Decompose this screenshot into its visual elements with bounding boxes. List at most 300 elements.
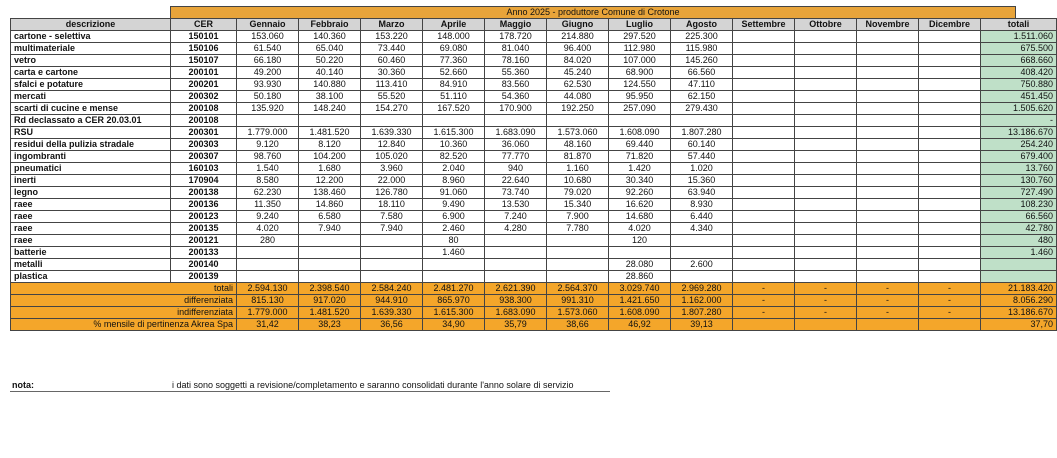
- table-cell: [733, 151, 795, 163]
- table-cell: 8.960: [423, 175, 485, 187]
- row-cer: 200121: [171, 235, 237, 247]
- table-cell: 63.940: [671, 187, 733, 199]
- row-total: [981, 259, 1057, 271]
- summary-cell: -: [733, 295, 795, 307]
- table-cell: 4.020: [237, 223, 299, 235]
- table-cell: [733, 223, 795, 235]
- row-description: plastica: [11, 271, 171, 283]
- table-cell: 22.640: [485, 175, 547, 187]
- table-cell: [547, 259, 609, 271]
- summary-cell: 1.779.000: [237, 307, 299, 319]
- table-cell: 112.980: [609, 43, 671, 55]
- row-cer: 200302: [171, 91, 237, 103]
- table-cell: 279.430: [671, 103, 733, 115]
- table-cell: [919, 103, 981, 115]
- table-cell: 214.880: [547, 31, 609, 43]
- table-cell: 30.360: [361, 67, 423, 79]
- summary-cell: 38,66: [547, 319, 609, 331]
- table-cell: [795, 271, 857, 283]
- table-cell: [733, 127, 795, 139]
- row-total: 727.490: [981, 187, 1057, 199]
- column-header: Gennaio: [237, 19, 299, 31]
- table-cell: 54.360: [485, 91, 547, 103]
- table-cell: [919, 79, 981, 91]
- column-header: Marzo: [361, 19, 423, 31]
- table-cell: 126.780: [361, 187, 423, 199]
- table-cell: [795, 175, 857, 187]
- table-cell: 28.080: [609, 259, 671, 271]
- table-cell: 73.440: [361, 43, 423, 55]
- table-cell: 10.360: [423, 139, 485, 151]
- table-cell: [857, 31, 919, 43]
- table-cell: [733, 163, 795, 175]
- summary-cell: 1.481.520: [299, 307, 361, 319]
- table-cell: [671, 235, 733, 247]
- table-cell: 148.000: [423, 31, 485, 43]
- table-cell: 7.780: [547, 223, 609, 235]
- table-cell: [299, 247, 361, 259]
- summary-cell: 2.621.390: [485, 283, 547, 295]
- table-cell: 81.870: [547, 151, 609, 163]
- table-row: [11, 259, 1057, 271]
- table-cell: 51.110: [423, 91, 485, 103]
- summary-cell: -: [857, 283, 919, 295]
- table-cell: [919, 259, 981, 271]
- row-description: metalli: [11, 259, 171, 271]
- table-cell: 14.860: [299, 199, 361, 211]
- table-cell: 145.260: [671, 55, 733, 67]
- row-total: 42.780: [981, 223, 1057, 235]
- column-header: descrizione: [11, 19, 171, 31]
- table-cell: [919, 271, 981, 283]
- summary-total: 8.056.290: [981, 295, 1057, 307]
- summary-row: [11, 283, 1057, 295]
- table-cell: [237, 247, 299, 259]
- table-cell: 2.600: [671, 259, 733, 271]
- row-cer: 200133: [171, 247, 237, 259]
- table-cell: 104.200: [299, 151, 361, 163]
- table-cell: 1.807.280: [671, 127, 733, 139]
- summary-cell: -: [733, 283, 795, 295]
- table-row: [11, 31, 1057, 43]
- table-cell: 7.940: [361, 223, 423, 235]
- table-cell: 50.220: [299, 55, 361, 67]
- table-cell: [919, 55, 981, 67]
- summary-cell: 34,90: [423, 319, 485, 331]
- table-row: [11, 127, 1057, 139]
- table-cell: 1.481.520: [299, 127, 361, 139]
- table-cell: [919, 91, 981, 103]
- table-cell: 28.860: [609, 271, 671, 283]
- table-cell: [919, 43, 981, 55]
- table-cell: 153.060: [237, 31, 299, 43]
- table-cell: 69.440: [609, 139, 671, 151]
- table-cell: 170.900: [485, 103, 547, 115]
- table-row: [11, 43, 1057, 55]
- table-row: [11, 163, 1057, 175]
- summary-total: 21.183.420: [981, 283, 1057, 295]
- table-cell: [423, 115, 485, 127]
- table-cell: 95.950: [609, 91, 671, 103]
- summary-cell: 1.807.280: [671, 307, 733, 319]
- row-description: ingombranti: [11, 151, 171, 163]
- table-cell: [857, 259, 919, 271]
- table-cell: [733, 175, 795, 187]
- table-cell: 16.620: [609, 199, 671, 211]
- table-cell: 1.460: [423, 247, 485, 259]
- row-description: raee: [11, 211, 171, 223]
- table-cell: 940: [485, 163, 547, 175]
- row-total: 130.760: [981, 175, 1057, 187]
- table-cell: [795, 91, 857, 103]
- column-header: Dicembre: [919, 19, 981, 31]
- table-cell: 84.020: [547, 55, 609, 67]
- summary-total: 13.186.670: [981, 307, 1057, 319]
- row-cer: 200139: [171, 271, 237, 283]
- summary-cell: 35,79: [485, 319, 547, 331]
- table-cell: 62.530: [547, 79, 609, 91]
- table-cell: 4.280: [485, 223, 547, 235]
- summary-total: 37,70: [981, 319, 1057, 331]
- table-cell: [547, 115, 609, 127]
- table-cell: 38.100: [299, 91, 361, 103]
- table-cell: [299, 115, 361, 127]
- table-cell: 60.140: [671, 139, 733, 151]
- table-row: [11, 139, 1057, 151]
- table-cell: [733, 55, 795, 67]
- table-cell: [733, 247, 795, 259]
- table-cell: 98.760: [237, 151, 299, 163]
- table-row: [11, 115, 1057, 127]
- table-cell: [733, 115, 795, 127]
- table-cell: 57.440: [671, 151, 733, 163]
- table-cell: [237, 259, 299, 271]
- table-cell: [733, 259, 795, 271]
- table-row: [11, 55, 1057, 67]
- table-cell: [733, 79, 795, 91]
- row-description: raee: [11, 223, 171, 235]
- table-cell: 113.410: [361, 79, 423, 91]
- table-cell: 3.960: [361, 163, 423, 175]
- column-header: Aprile: [423, 19, 485, 31]
- summary-cell: 31,42: [237, 319, 299, 331]
- summary-cell: -: [795, 283, 857, 295]
- row-cer: 170904: [171, 175, 237, 187]
- summary-cell: 1.683.090: [485, 307, 547, 319]
- row-description: raee: [11, 235, 171, 247]
- table-row: [11, 67, 1057, 79]
- table-cell: [671, 115, 733, 127]
- table-cell: [795, 247, 857, 259]
- column-header: Febbraio: [299, 19, 361, 31]
- table-cell: 1.639.330: [361, 127, 423, 139]
- column-header: totali: [981, 19, 1057, 31]
- table-row: [11, 175, 1057, 187]
- table-cell: 1.420: [609, 163, 671, 175]
- table-cell: 84.910: [423, 79, 485, 91]
- table-cell: 107.000: [609, 55, 671, 67]
- table-cell: [547, 271, 609, 283]
- row-description: residui della pulizia stradale: [11, 139, 171, 151]
- divider: [10, 391, 610, 392]
- table-cell: 36.060: [485, 139, 547, 151]
- row-cer: 200303: [171, 139, 237, 151]
- table-cell: [361, 247, 423, 259]
- table-cell: 115.980: [671, 43, 733, 55]
- table-cell: [857, 91, 919, 103]
- table-cell: [795, 127, 857, 139]
- table-cell: [795, 259, 857, 271]
- table-cell: 61.540: [237, 43, 299, 55]
- row-cer: 150101: [171, 31, 237, 43]
- summary-cell: -: [733, 307, 795, 319]
- summary-cell: 1.615.300: [423, 307, 485, 319]
- summary-cell: 36,56: [361, 319, 423, 331]
- table-cell: 178.720: [485, 31, 547, 43]
- table-cell: [733, 271, 795, 283]
- table-cell: [919, 247, 981, 259]
- table-cell: 78.160: [485, 55, 547, 67]
- summary-cell: 2.564.370: [547, 283, 609, 295]
- table-cell: [857, 175, 919, 187]
- table-cell: [609, 115, 671, 127]
- table-cell: 7.900: [547, 211, 609, 223]
- table-cell: [857, 211, 919, 223]
- table-cell: 73.740: [485, 187, 547, 199]
- row-description: Rd declassato a CER 20.03.01: [11, 115, 171, 127]
- table-cell: 11.350: [237, 199, 299, 211]
- summary-cell: 1.639.330: [361, 307, 423, 319]
- row-total: 66.560: [981, 211, 1057, 223]
- summary-cell: 2.584.240: [361, 283, 423, 295]
- row-description: raee: [11, 199, 171, 211]
- row-description: legno: [11, 187, 171, 199]
- table-row: [11, 235, 1057, 247]
- summary-cell: [733, 319, 795, 331]
- table-cell: [237, 271, 299, 283]
- row-description: vetro: [11, 55, 171, 67]
- table-cell: [857, 115, 919, 127]
- summary-cell: 38,23: [299, 319, 361, 331]
- summary-row: [11, 319, 1057, 331]
- summary-cell: 865.970: [423, 295, 485, 307]
- table-cell: [485, 259, 547, 271]
- table-cell: 69.080: [423, 43, 485, 55]
- row-cer: 200123: [171, 211, 237, 223]
- row-cer: 200138: [171, 187, 237, 199]
- row-total: 679.400: [981, 151, 1057, 163]
- column-header: CER: [171, 19, 237, 31]
- table-cell: 1.573.060: [547, 127, 609, 139]
- table-cell: [733, 103, 795, 115]
- table-cell: 80: [423, 235, 485, 247]
- table-cell: 7.240: [485, 211, 547, 223]
- table-cell: [733, 67, 795, 79]
- table-cell: 1.779.000: [237, 127, 299, 139]
- table-cell: 96.400: [547, 43, 609, 55]
- table-cell: 12.200: [299, 175, 361, 187]
- table-cell: 1.608.090: [609, 127, 671, 139]
- table-cell: [423, 259, 485, 271]
- table-cell: [919, 187, 981, 199]
- table-cell: [485, 235, 547, 247]
- table-cell: 48.160: [547, 139, 609, 151]
- summary-cell: -: [795, 295, 857, 307]
- row-cer: 200140: [171, 259, 237, 271]
- table-cell: 8.120: [299, 139, 361, 151]
- table-cell: [299, 259, 361, 271]
- column-header: Luglio: [609, 19, 671, 31]
- table-cell: 77.360: [423, 55, 485, 67]
- summary-cell: 1.162.000: [671, 295, 733, 307]
- table-cell: 8.930: [671, 199, 733, 211]
- table-cell: 82.520: [423, 151, 485, 163]
- table-cell: 18.110: [361, 199, 423, 211]
- row-total: -: [981, 115, 1057, 127]
- table-cell: 225.300: [671, 31, 733, 43]
- table-cell: 1.615.300: [423, 127, 485, 139]
- table-row: [11, 199, 1057, 211]
- table-cell: [485, 247, 547, 259]
- summary-cell: 815.130: [237, 295, 299, 307]
- table-cell: [795, 223, 857, 235]
- spreadsheet: [10, 6, 1053, 331]
- row-cer: 200301: [171, 127, 237, 139]
- table-cell: 1.540: [237, 163, 299, 175]
- table-cell: 30.340: [609, 175, 671, 187]
- summary-row: [11, 295, 1057, 307]
- table-cell: 10.680: [547, 175, 609, 187]
- table-cell: [795, 235, 857, 247]
- row-description: RSU: [11, 127, 171, 139]
- table-cell: 15.360: [671, 175, 733, 187]
- summary-cell: -: [919, 283, 981, 295]
- table-cell: [795, 115, 857, 127]
- table-cell: [857, 139, 919, 151]
- row-description: pneumatici: [11, 163, 171, 175]
- table-cell: [733, 199, 795, 211]
- table-row: [11, 103, 1057, 115]
- row-total: 13.186.670: [981, 127, 1057, 139]
- table-cell: 6.900: [423, 211, 485, 223]
- summary-label: totali: [11, 283, 237, 295]
- row-description: sfalci e potature: [11, 79, 171, 91]
- table-cell: 9.490: [423, 199, 485, 211]
- row-total: 13.760: [981, 163, 1057, 175]
- table-cell: [919, 211, 981, 223]
- table-cell: 124.550: [609, 79, 671, 91]
- table-cell: 91.060: [423, 187, 485, 199]
- summary-cell: [919, 319, 981, 331]
- row-description: multimateriale: [11, 43, 171, 55]
- table-cell: [485, 271, 547, 283]
- summary-cell: [795, 319, 857, 331]
- summary-cell: 1.608.090: [609, 307, 671, 319]
- table-cell: [857, 67, 919, 79]
- table-cell: [423, 271, 485, 283]
- table-cell: [857, 247, 919, 259]
- table-cell: [857, 223, 919, 235]
- table-cell: 2.040: [423, 163, 485, 175]
- table-cell: [795, 43, 857, 55]
- column-header: Maggio: [485, 19, 547, 31]
- table-cell: 105.020: [361, 151, 423, 163]
- table-cell: [919, 139, 981, 151]
- table-cell: [361, 271, 423, 283]
- row-total: 1.460: [981, 247, 1057, 259]
- table-cell: [671, 247, 733, 259]
- table-cell: 135.920: [237, 103, 299, 115]
- summary-cell: 1.573.060: [547, 307, 609, 319]
- row-description: scarti di cucine e mense: [11, 103, 171, 115]
- table-cell: 167.520: [423, 103, 485, 115]
- table-cell: [795, 139, 857, 151]
- table-cell: [795, 67, 857, 79]
- header-row: [11, 19, 1057, 31]
- row-total: 108.230: [981, 199, 1057, 211]
- table-cell: [919, 31, 981, 43]
- table-cell: 71.820: [609, 151, 671, 163]
- summary-cell: 938.300: [485, 295, 547, 307]
- row-total: 1.511.060: [981, 31, 1057, 43]
- table-cell: [547, 247, 609, 259]
- table-cell: [919, 175, 981, 187]
- table-cell: [733, 235, 795, 247]
- table-cell: 66.560: [671, 67, 733, 79]
- table-cell: [361, 259, 423, 271]
- table-row: [11, 247, 1057, 259]
- table-cell: [795, 79, 857, 91]
- table-cell: [795, 163, 857, 175]
- summary-label: % mensile di pertinenza Akrea Spa: [11, 319, 237, 331]
- table-row: [11, 79, 1057, 91]
- note-text: i dati sono soggetti a revisione/completamento e saranno consolidati durante l'anno solare di servizio: [172, 380, 574, 390]
- table-cell: 65.040: [299, 43, 361, 55]
- table-cell: [919, 235, 981, 247]
- table-cell: 66.180: [237, 55, 299, 67]
- row-total: 254.240: [981, 139, 1057, 151]
- table-cell: [733, 211, 795, 223]
- table-cell: 15.340: [547, 199, 609, 211]
- summary-cell: 46,92: [609, 319, 671, 331]
- row-cer: 200135: [171, 223, 237, 235]
- summary-cell: -: [919, 295, 981, 307]
- table-cell: 55.520: [361, 91, 423, 103]
- table-cell: [671, 271, 733, 283]
- column-header: Novembre: [857, 19, 919, 31]
- row-cer: 200101: [171, 67, 237, 79]
- table-cell: [733, 31, 795, 43]
- table-cell: 9.240: [237, 211, 299, 223]
- summary-cell: 2.594.130: [237, 283, 299, 295]
- table-cell: 1.683.090: [485, 127, 547, 139]
- column-header: Settembre: [733, 19, 795, 31]
- table-cell: 79.020: [547, 187, 609, 199]
- table-cell: 138.460: [299, 187, 361, 199]
- table-cell: 62.150: [671, 91, 733, 103]
- summary-cell: -: [857, 295, 919, 307]
- table-row: [11, 151, 1057, 163]
- table-cell: [857, 271, 919, 283]
- table-cell: 92.260: [609, 187, 671, 199]
- table-cell: 52.660: [423, 67, 485, 79]
- summary-cell: -: [919, 307, 981, 319]
- waste-table: [10, 18, 1057, 331]
- table-cell: [733, 187, 795, 199]
- table-cell: 93.930: [237, 79, 299, 91]
- table-cell: 140.360: [299, 31, 361, 43]
- row-cer: 200201: [171, 79, 237, 91]
